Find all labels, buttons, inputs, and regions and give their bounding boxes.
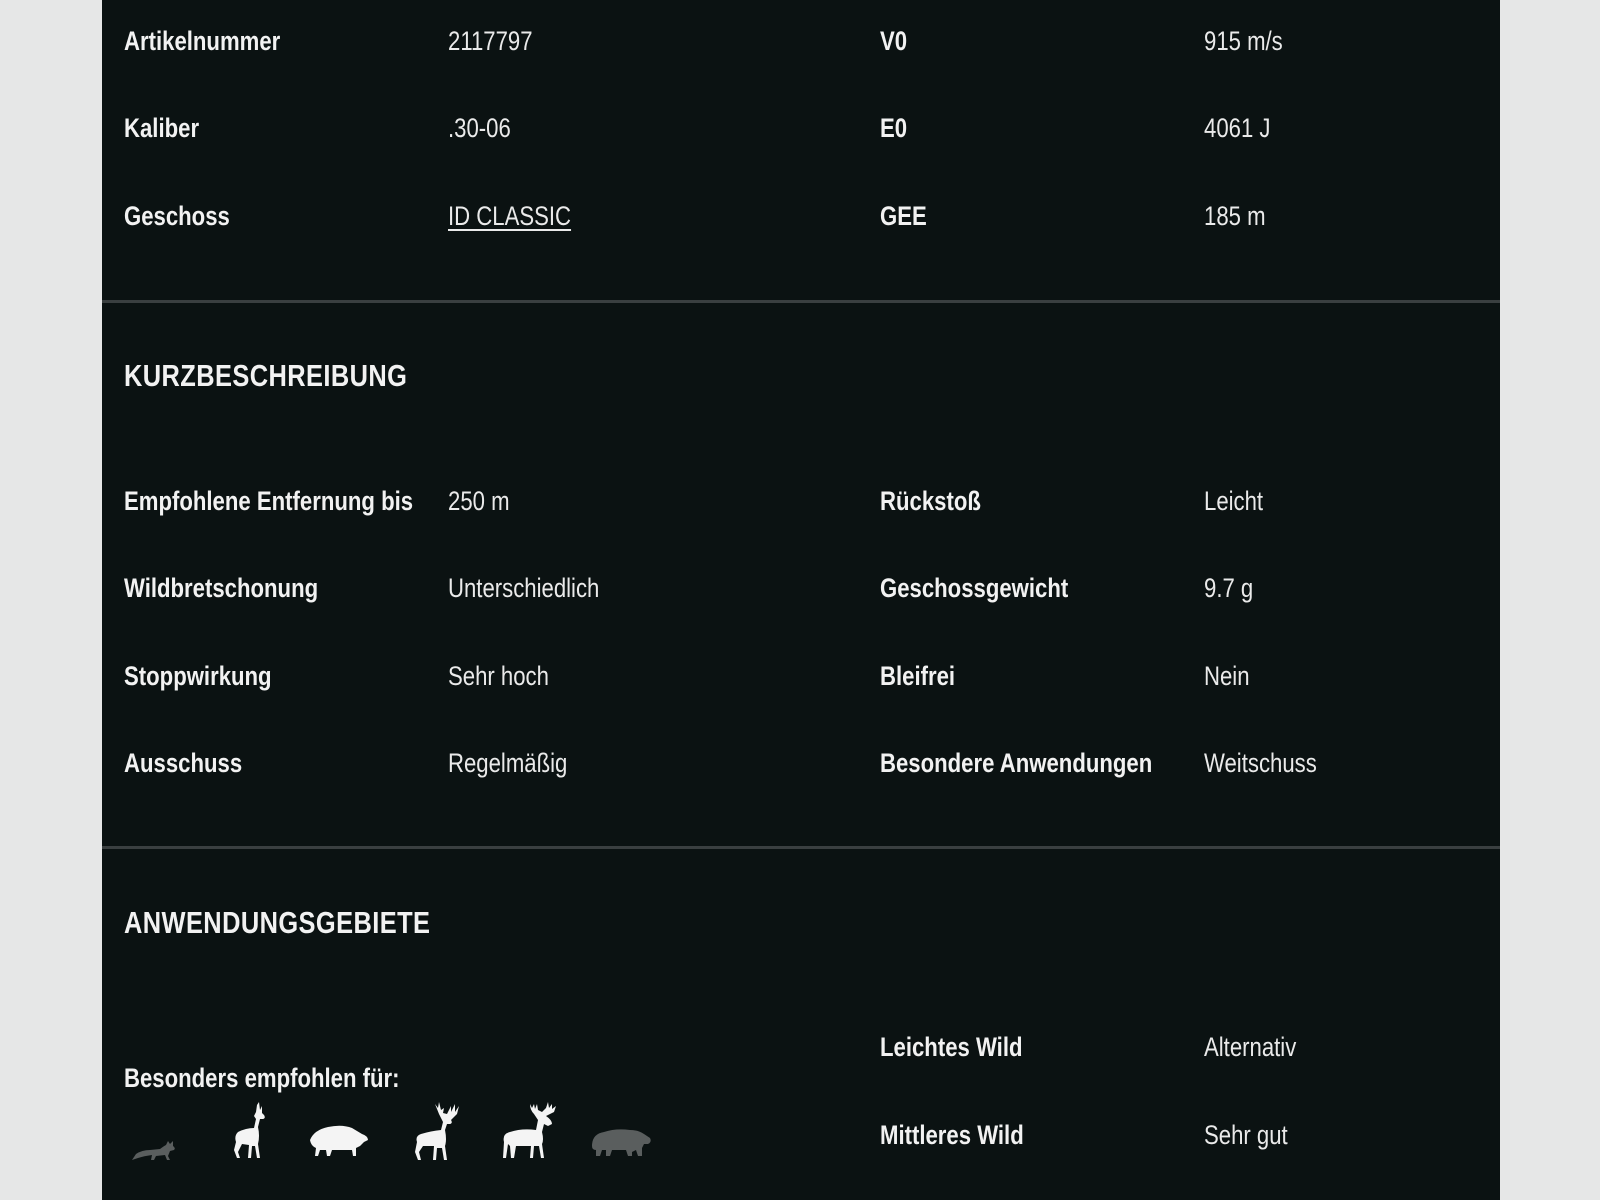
spec-label: Ausschuss xyxy=(124,748,243,778)
spec-value: Weitschuss xyxy=(1204,748,1317,778)
animal-icons xyxy=(126,1100,686,1164)
game-value: Sehr gut xyxy=(1204,1120,1288,1150)
spec-label: Artikelnummer xyxy=(124,26,281,56)
bullet-link[interactable]: ID CLASSIC xyxy=(448,201,572,231)
spec-value: 4061 J xyxy=(1204,113,1271,143)
spec-value: Regelmäßig xyxy=(448,748,568,778)
spec-label: Geschoss xyxy=(124,201,230,231)
spec-value: 915 m/s xyxy=(1204,26,1283,56)
spec-value: 9.7 g xyxy=(1204,573,1254,603)
spec-value: Leicht xyxy=(1204,486,1264,516)
spec-value: .30-06 xyxy=(448,113,511,143)
spec-label: Empfohlene Entfernung bis xyxy=(124,486,414,516)
game-label: Leichtes Wild xyxy=(880,1032,1023,1062)
ammo-details-panel xyxy=(102,0,1500,1200)
spec-label: E0 xyxy=(880,113,908,143)
bear-icon xyxy=(588,1100,658,1164)
wild-boar-icon xyxy=(306,1100,376,1164)
spec-label: Kaliber xyxy=(124,113,200,143)
game-value: Alternativ xyxy=(1204,1032,1297,1062)
section-heading: KURZBESCHREIBUNG xyxy=(124,358,408,393)
section-divider xyxy=(102,846,1500,849)
section-heading: ANWENDUNGSGEBIETE xyxy=(124,905,431,940)
spec-label: Rückstoß xyxy=(880,486,981,516)
game-label: Mittleres Wild xyxy=(880,1120,1024,1150)
fox-icon xyxy=(126,1100,196,1164)
spec-value: 250 m xyxy=(448,486,510,516)
spec-label: Besondere Anwendungen xyxy=(880,748,1153,778)
spec-label: GEE xyxy=(880,201,927,231)
spec-value: Unterschiedlich xyxy=(448,573,600,603)
spec-label: Wildbretschonung xyxy=(124,573,319,603)
spec-value: Sehr hoch xyxy=(448,661,549,691)
spec-label: Geschossgewicht xyxy=(880,573,1069,603)
spec-label: Bleifrei xyxy=(880,661,956,691)
moose-icon xyxy=(494,1100,564,1164)
spec-value: 185 m xyxy=(1204,201,1266,231)
spec-value: Nein xyxy=(1204,661,1250,691)
recommended-label: Besonders empfohlen für: xyxy=(124,1063,400,1093)
spec-value: 2117797 xyxy=(448,26,533,56)
red-deer-icon xyxy=(401,1100,471,1164)
roe-deer-icon xyxy=(216,1100,286,1164)
spec-label: V0 xyxy=(880,26,908,56)
spec-label: Stoppwirkung xyxy=(124,661,272,691)
section-divider xyxy=(102,300,1500,303)
